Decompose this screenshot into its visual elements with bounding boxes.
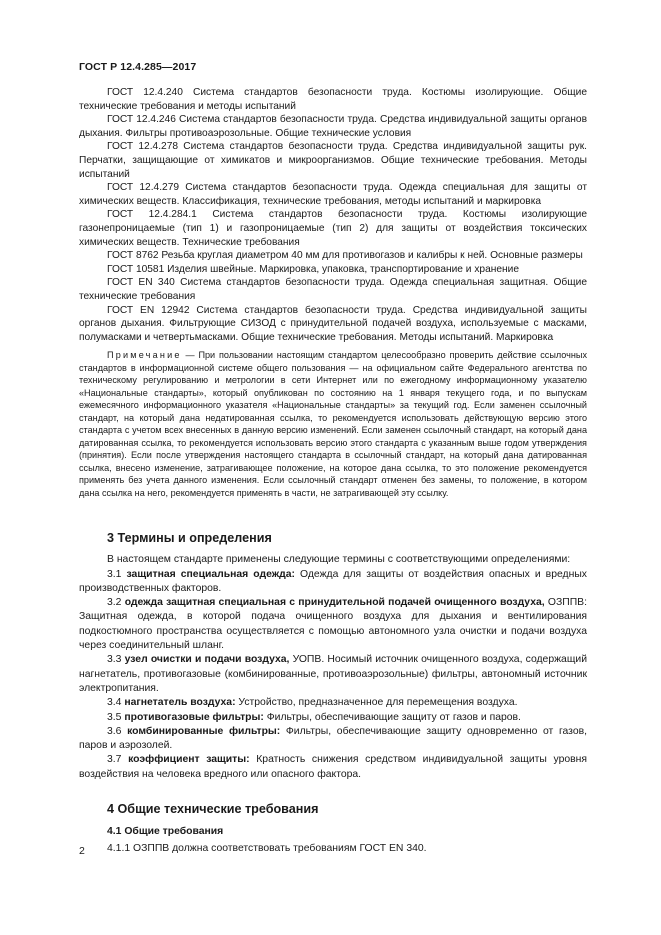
- term-number: 3.3: [107, 654, 122, 666]
- term-text: Кратность снижения средством индивидуальной защиты уровня воздействия на человека вредного или опасного фактора.: [79, 754, 588, 780]
- term-name: узел очистки и подачи воздуха,: [124, 654, 290, 666]
- reference-item: ГОСТ EN 12942 Система стандартов безопасности труда. Средства индивидуальной защиты органов дыхания. Фильтрующие СИЗОД с принудительной подачей воздуха, используемые с масками, полумасками и четвертьмасками. Общие технические требования. Методы испытаний. Маркировка: [79, 304, 587, 343]
- term-definition: [79, 596, 587, 653]
- term-number: 3.4: [107, 697, 122, 709]
- reference-item: ГОСТ 12.4.278 Система стандартов безопасности труда. Средства индивидуальной защиты рук. Перчатки, защищающие от химикатов и микроорганизмов. Общие технические требования. Методы испытаний: [79, 141, 587, 180]
- term-number: 3.7: [107, 754, 122, 766]
- reference-item: ГОСТ 10581 Изделия швейные. Маркировка, упаковка, транспортирование и хранение: [107, 263, 520, 275]
- term-text: УОПВ. Носимый источник очищенного воздуха, содержащий нагнетатель, противогазовые (комбинированные, противоаэрозольные) фильтры, автономный источник электропитания.: [79, 654, 587, 694]
- term-name: противогазовые фильтры:: [124, 711, 264, 723]
- document-header: ГОСТ Р 12.4.285—2017: [79, 61, 197, 73]
- references-note: [79, 349, 587, 499]
- normative-references: [79, 86, 587, 344]
- term-text: Фильтры, обеспечивающие защиту одновременно от газов, паров и аэрозолей.: [79, 725, 588, 752]
- reference-item: ГОСТ 12.4.246 Система стандартов безопасности труда. Средства индивидуальной защиты органов дыхания. Фильтры противоаэрозольные. Общие технические условия: [79, 114, 587, 139]
- term-name: комбинированные фильтры:: [127, 725, 281, 737]
- note-text: — При пользовании настоящим стандартом целесообразно проверить действие ссылочных стандартов в информационной системе общего пользования — на официальном сайте Федерального агентства по техническому регулированию и метрологии в сети Интернет или по ежегодному информационному указателю «Национальные стандарты», который опубликован по состоянию на 1 января текущего года, и по выпускам ежемесячного информационного указателя «Национальные стандарты» за текущий год. Если заменен ссылочный стандарт, на который дана недатированная ссылка, то рекомендуется использовать действующую версию этого стандарта с учетом всех внесенных в данную версию изменений. Если заменен ссылочный стандарт, на который дана датированная ссылка, то рекомендуется использовать версию этого стандарта с указанным выше годом утверждения (принятия). Если после утверждения настоящего стандарта в ссылочный стандарт, на который дана датированная ссылка, внесено изменение, затрагивающее положение, на которое дана ссылка, то это положение рекомендуется применять без учета данного изменения. Если ссылочный стандарт отменен без замены, то положение, в котором дана ссылка на него, рекомендуется применять в части, не затрагивающей эту ссылку.: [79, 350, 587, 498]
- term-name: нагнетатель воздуха:: [124, 697, 236, 709]
- page-number: 2: [79, 845, 85, 857]
- term-number: 3.5: [107, 711, 122, 723]
- reference-item: ГОСТ EN 340 Система стандартов безопасности труда. Одежда специальная защитная. Общие технические требования: [79, 277, 587, 302]
- reference-item: ГОСТ 12.4.240 Система стандартов безопасности труда. Костюмы изолирующие. Общие технические требования и методы испытаний: [79, 87, 587, 112]
- term-text: ОЗППВ: Защитная одежда, в которой подача очищенного воздуха для дыхания и вентилирования подкостюмного пространства осуществляется с помощью автономного узла очистки и подачи воздуха через соединительный шланг.: [79, 597, 588, 652]
- term-definition: [79, 568, 587, 597]
- term-number: 3.2: [107, 597, 122, 609]
- reference-item: ГОСТ 12.4.284.1 Система стандартов безопасности труда. Костюмы изолирующие газонепроницаемые (тип 1) и газопроницаемые (тип 2) для защиты от воздействия токсических химических веществ. Технические требования: [79, 209, 587, 248]
- reference-item: ГОСТ 12.4.279 Система стандартов безопасности труда. Одежда специальная для защиты от химических веществ. Классификация, технические требования, методы испытаний и маркировка: [79, 182, 587, 207]
- term-definition: [79, 696, 587, 710]
- term-definition: [79, 725, 587, 754]
- reference-item: ГОСТ 8762 Резьба круглая диаметром 40 мм для противогазов и калибры к ней. Основные размеры: [107, 250, 583, 262]
- clause-4-1-1: 4.1.1 ОЗППВ должна соответствовать требованиям ГОСТ EN 340.: [107, 843, 427, 855]
- section-3-title: 3 Термины и определения: [107, 531, 272, 546]
- note-label: Примечание: [107, 350, 182, 361]
- document-body: [79, 86, 587, 856]
- subsection-4-1-title: 4.1 Общие требования: [107, 826, 224, 838]
- section-4-title: 4 Общие технические требования: [107, 802, 319, 817]
- term-name: коэффициент защиты:: [128, 754, 250, 766]
- term-text: Фильтры, обеспечивающие защиту от газов и паров.: [266, 711, 521, 723]
- term-definition: [79, 653, 587, 696]
- term-number: 3.1: [107, 568, 122, 580]
- section-3-intro: В настоящем стандарте применены следующие термины с соответствующими определениями:: [107, 554, 571, 566]
- term-text: Одежда для защиты от воздействия опасных и вредных производственных факторов.: [79, 568, 587, 594]
- term-name: защитная специальная одежда:: [126, 568, 295, 580]
- term-definition: [79, 711, 587, 725]
- term-definition: [79, 753, 587, 782]
- term-text: Устройство, предназначенное для перемещения воздуха.: [238, 697, 518, 709]
- term-name: одежда защитная специальная с принудительной подачей очищенного воздуха,: [124, 597, 545, 609]
- term-number: 3.6: [107, 725, 122, 737]
